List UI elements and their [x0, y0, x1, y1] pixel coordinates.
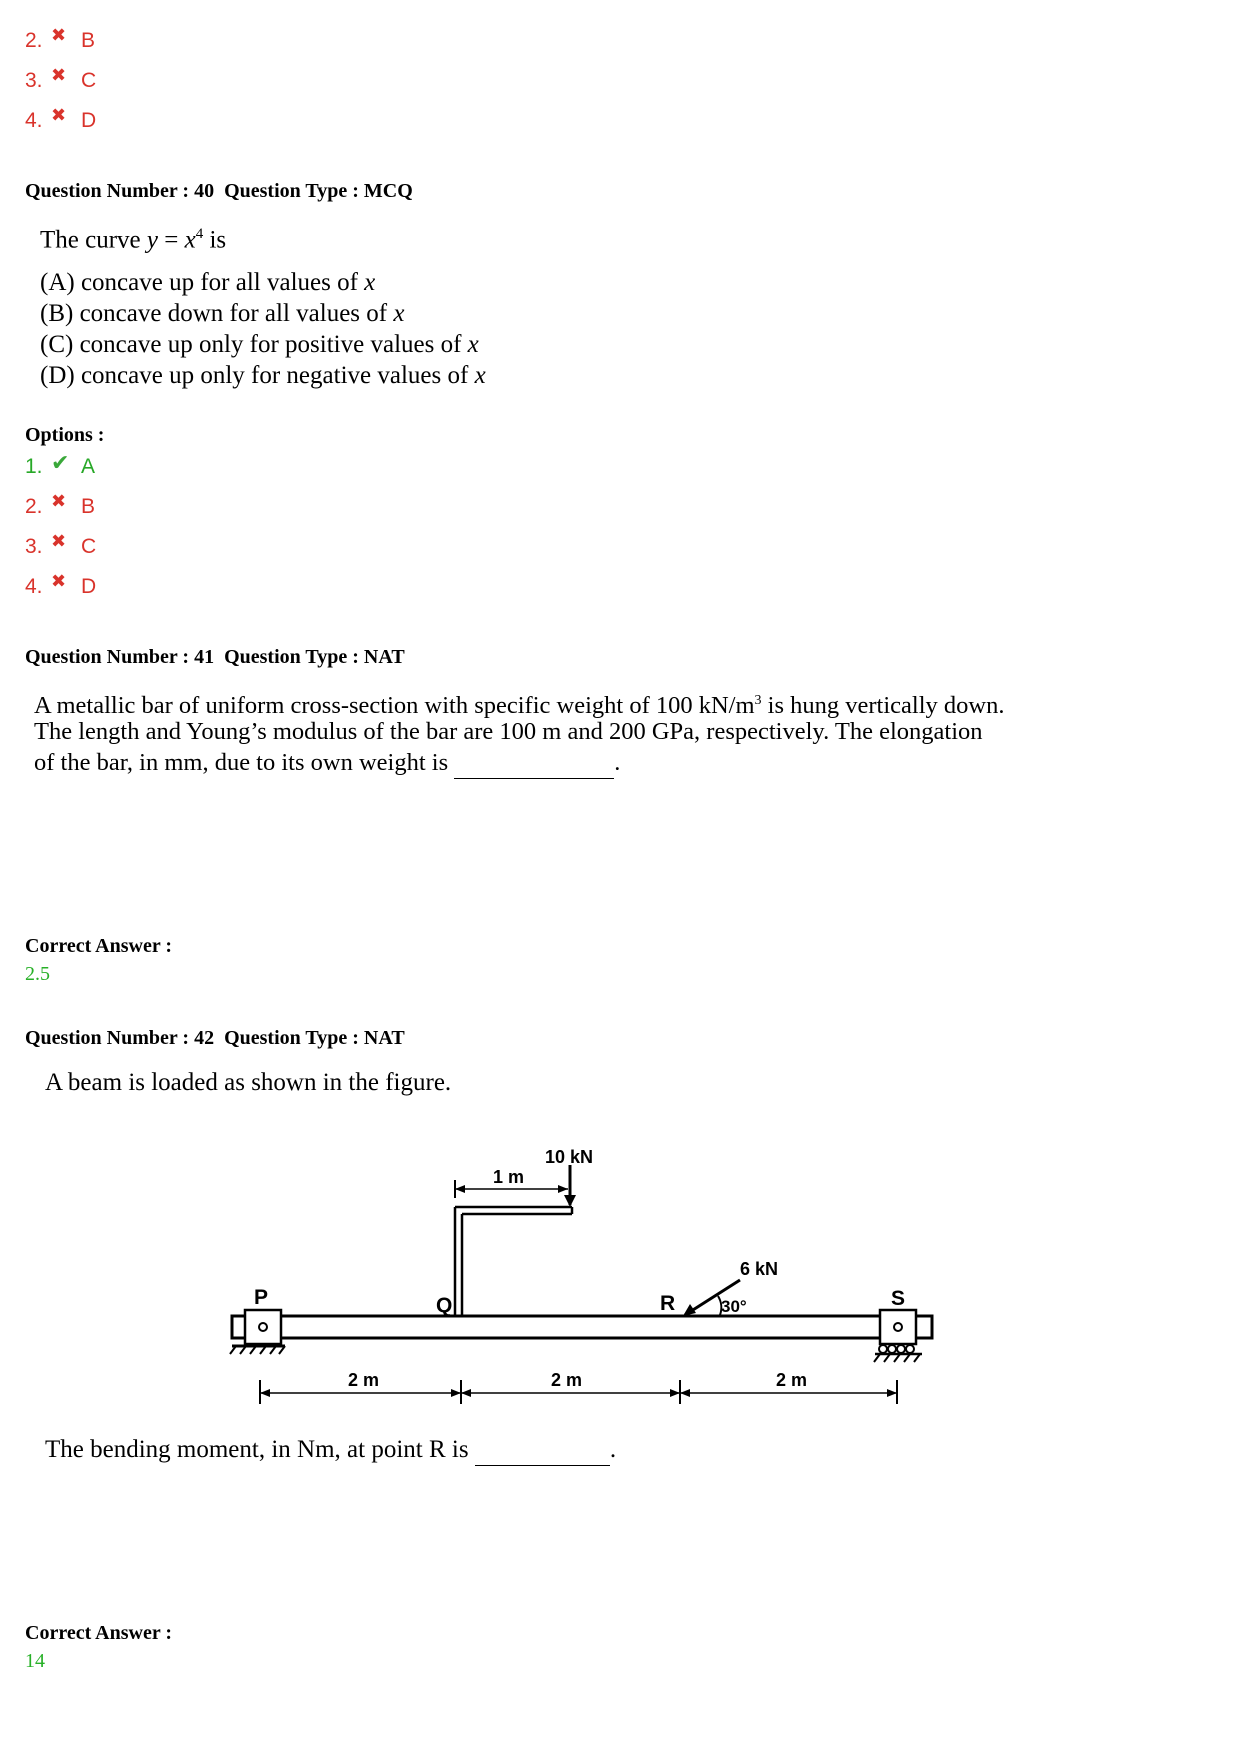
stem-x: x	[184, 226, 196, 254]
span-pq-label: 2 m	[348, 1370, 380, 1390]
q40-options-label: Options :	[25, 424, 105, 446]
dim-1m-arrow-l	[455, 1185, 465, 1193]
q42-question	[45, 1434, 616, 1466]
text: of the bar, in mm, due to its own weight is	[34, 749, 449, 776]
option-label: A	[81, 455, 96, 478]
text: .	[609, 1436, 617, 1463]
cross-icon: ✖	[51, 530, 67, 551]
option-number: 4.	[25, 109, 43, 132]
support-s-block	[880, 1310, 916, 1344]
cross-icon: ✖	[51, 490, 67, 511]
beam	[232, 1316, 932, 1338]
choice-text: (D) concave up only for negative values of	[40, 362, 475, 389]
stem-var: y	[146, 226, 158, 254]
option-label: D	[81, 109, 97, 132]
option-label: D	[81, 575, 97, 598]
choice-text: (A) concave up for all values of	[40, 269, 365, 296]
option-number: 1.	[25, 455, 43, 478]
choice-var: x	[467, 331, 479, 358]
q42-answer-value: 14	[25, 1650, 45, 1672]
option-label: C	[81, 535, 97, 558]
text: The bending moment, in Nm, at point R is	[45, 1436, 469, 1463]
point-p-label: P	[254, 1286, 269, 1309]
q41-line2: The length and Young’s modulus of the bar are 100 m and 200 GPa, respectively. The elongation	[34, 718, 983, 745]
option-number: 2.	[25, 29, 43, 52]
support-p-block	[245, 1310, 281, 1344]
point-q-label: Q	[436, 1294, 453, 1317]
answer-blank	[475, 1434, 610, 1466]
cross-icon: ✖	[51, 64, 67, 85]
bracket-q	[455, 1207, 572, 1316]
q42-answer-label: Correct Answer :	[25, 1622, 172, 1644]
stem-text: The curve	[40, 226, 147, 254]
choice-var: x	[393, 300, 405, 327]
cross-icon: ✖	[51, 104, 67, 125]
stem-exponent: 4	[195, 226, 204, 242]
dim-1m-label: 1 m	[493, 1167, 525, 1187]
option-number: 2.	[25, 495, 43, 518]
support-s-rollers	[879, 1345, 914, 1353]
load-10kn-label: 10 kN	[545, 1147, 594, 1167]
option-number: 3.	[25, 535, 43, 558]
dim-1m-arrow-r	[558, 1185, 568, 1193]
point-r-label: R	[660, 1292, 676, 1315]
superscript: 3	[754, 693, 762, 708]
span-rs-label: 2 m	[776, 1370, 808, 1390]
load-6kn-label: 6 kN	[740, 1259, 779, 1279]
angle-label: 30°	[721, 1297, 747, 1316]
cross-icon: ✖	[51, 24, 67, 45]
option-number: 3.	[25, 69, 43, 92]
q40-header: Question Number : 40 Question Type : MCQ	[25, 180, 413, 202]
choice-var: x	[474, 362, 486, 389]
q41-answer-label: Correct Answer :	[25, 935, 172, 957]
stem-suffix: is	[203, 226, 227, 254]
option-label: B	[81, 495, 96, 518]
text: .	[614, 749, 621, 776]
q42-intro: A beam is loaded as shown in the figure.	[45, 1069, 452, 1096]
load-10kn-arrowhead	[564, 1195, 576, 1207]
choice-text: (C) concave up only for positive values of	[40, 331, 468, 358]
q42-header: Question Number : 42 Question Type : NAT	[25, 1027, 405, 1049]
stem-eq: =	[158, 226, 185, 254]
span-qr-label: 2 m	[551, 1370, 583, 1390]
text: A metallic bar of uniform cross-section with specific weight of 100 kN/m	[34, 692, 755, 720]
q41-header: Question Number : 41 Question Type : NAT	[25, 646, 405, 668]
check-icon: ✔	[51, 450, 70, 475]
point-s-label: S	[891, 1287, 906, 1310]
option-number: 4.	[25, 575, 43, 598]
choice-text: (B) concave down for all values of	[40, 300, 394, 327]
q41-answer-value: 2.5	[25, 963, 50, 985]
option-label: C	[81, 69, 97, 92]
text: is hung vertically down.	[761, 692, 1005, 720]
cross-icon: ✖	[51, 570, 67, 591]
choice-var: x	[364, 269, 376, 296]
option-label: B	[81, 29, 96, 52]
